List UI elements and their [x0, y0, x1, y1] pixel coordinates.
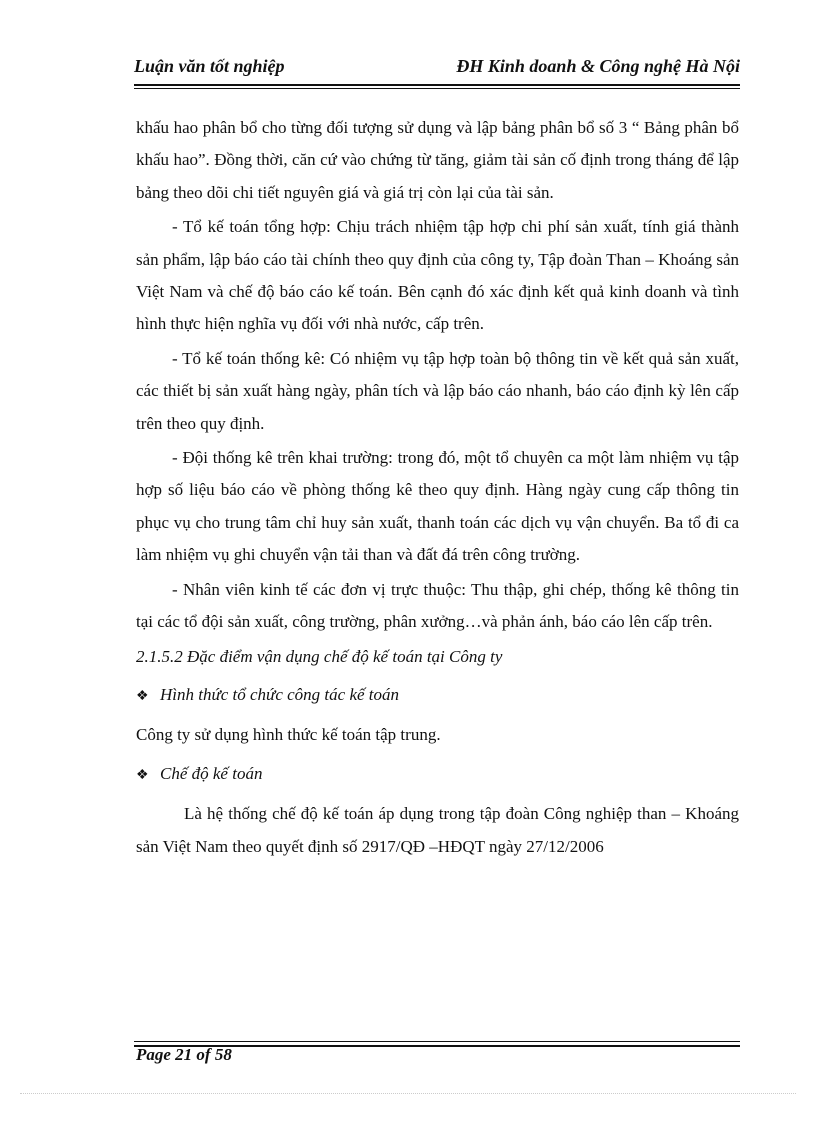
- page-body: [136, 112, 739, 865]
- bullet-item-accounting-regime: [136, 758, 739, 792]
- bullet-item-organization-form: [136, 679, 739, 713]
- section-heading: 2.1.5.2 Đặc điểm vận dụng chế độ kế toán tại Công ty: [136, 646, 503, 666]
- bullet-label: Chế độ kế toán: [160, 763, 263, 783]
- page-bottom-dotted-line: [20, 1093, 796, 1094]
- paragraph-centralized-accounting: Công ty sử dụng hình thức kế toán tập trung.: [136, 725, 441, 745]
- bullet-label: Hình thức tổ chức công tác kế toán: [160, 684, 400, 704]
- paragraph-depreciation: khấu hao phân bổ cho từng đối tượng sử dụng và lập bảng phân bổ số 3 “ Bảng phân bổ khấu hao”. Đồng thời, căn cứ vào chứng từ tăng, giảm tài sản cố định trong tháng để lập bảng theo dõi chi tiết nguyên giá và giá trị còn lại của tài sản.: [136, 118, 739, 202]
- header-university-name: ĐH Kinh doanh & Công nghệ Hà Nội: [456, 56, 740, 76]
- paragraph-general-accounting: - Tổ kế toán tổng hợp: Chịu trách nhiệm tập hợp chi phí sản xuất, tính giá thành sản phẩm, lập báo cáo tài chính theo quy định của công ty, Tập đoàn Than – Khoáng sản Việt Nam và chế độ báo cáo kế toán. Bên cạnh đó xác định kết quả kinh doanh và tình hình thực hiện nghĩa vụ đối với nhà nước, cấp trên.: [136, 217, 739, 334]
- diamond-bullet-icon: ❖: [136, 767, 149, 783]
- header-thesis-title: Luận văn tốt nghiệp: [134, 56, 285, 76]
- paragraph-statistical-accounting: - Tổ kế toán thống kê: Có nhiệm vụ tập hợp toàn bộ thông tin về kết quả sản xuất, các thiết bị sản xuất hàng ngày, phân tích và lập báo cáo nhanh, báo cáo định kỳ lên cấp trên theo quy định.: [136, 348, 739, 433]
- header-rule-thin: [134, 88, 740, 89]
- header-rule: [134, 84, 740, 86]
- page-number: Page 21 of 58: [136, 1045, 232, 1064]
- footer-rule-thin: [134, 1041, 740, 1042]
- paragraph-economic-staff: - Nhân viên kinh tế các đơn vị trực thuộc: Thu thập, ghi chép, thống kê thông tin tại các tổ đội sản xuất, công trường, phân xưởng…và phản ánh, báo cáo lên cấp trên.: [136, 579, 739, 632]
- paragraph-field-statistics-team: - Đội thống kê trên khai trường: trong đó, một tổ chuyên ca một làm nhiệm vụ tập hợp số liệu báo cáo về phòng thống kê theo quy định. Hàng ngày cung cấp thông tin phục vụ cho trung tâm chỉ huy sản xuất, thanh toán các dịch vụ vận chuyển. Ba tổ đi ca làm nhiệm vụ ghi chuyển vận tải than và đất đá trên công trường.: [136, 448, 739, 565]
- diamond-bullet-icon: ❖: [136, 688, 149, 704]
- paragraph-accounting-regime: Là hệ thống chế độ kế toán áp dụng trong tập đoàn Công nghiệp than – Khoáng sản Việt Nam theo quyết định số 2917/QĐ –HĐQT ngày 27/12/2006: [136, 804, 739, 856]
- page-header: [134, 56, 740, 82]
